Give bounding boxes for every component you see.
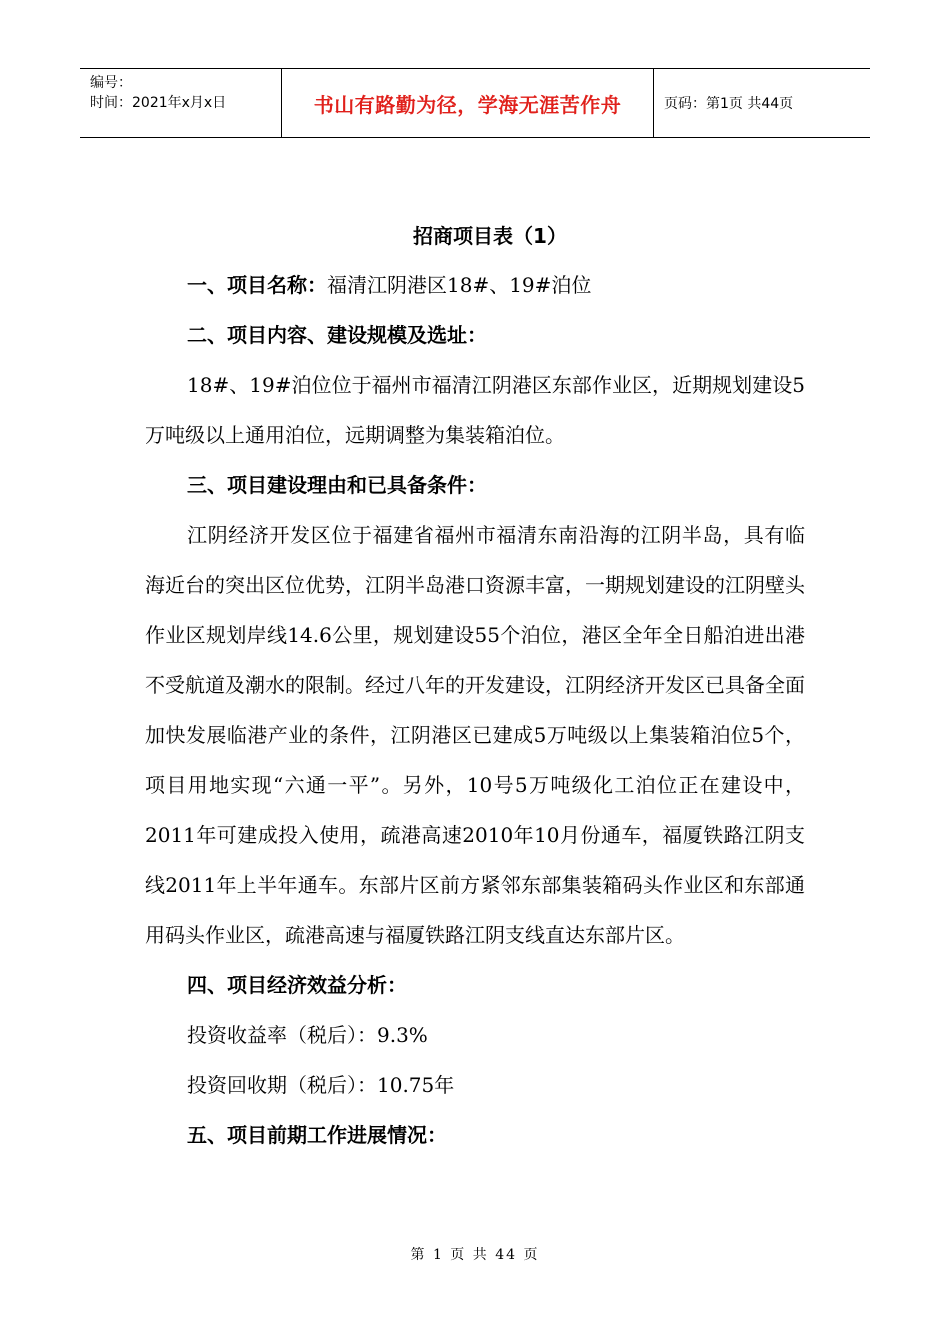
date-label: 时间：2021年x月x日 xyxy=(90,95,227,111)
number-label: 编号： xyxy=(90,75,132,91)
header-page-info xyxy=(654,69,870,137)
section-1-heading: 一、项目名称： xyxy=(187,273,327,297)
section-2-body: 18#、19#泊位位于福州市福清江阴港区东部作业区，近期规划建设5万吨级以上通用泊位，远期调整为集装箱泊位。 xyxy=(145,373,805,447)
section-3-heading: 三、项目建设理由和已具备条件： xyxy=(187,473,487,497)
section-2-heading: 二、项目内容、建设规模及选址： xyxy=(187,323,487,347)
roi-value: 投资收益率（税后）：9.3% xyxy=(187,1023,428,1047)
project-name: 福清江阴港区18#、19#泊位 xyxy=(327,273,592,297)
section-1 xyxy=(145,260,805,310)
page-info: 页码：第1页 共44页 xyxy=(664,96,794,112)
section-3-body: 江阴经济开发区位于福建省福州市福清东南沿海的江阴半岛，具有临海近台的突出区位优势，江阴半岛港口资源丰富，一期规划建设的江阴壁头作业区规划岸线14.6公里，规划建设55个泊位，港区全年全日船泊进出港不受航道及潮水的限制。经过八年的开发建设，江阴经济开发区已具备全面加快发展临港产业的条件，江阴港区已建成5万吨级以上集装箱泊位5个，项目用地实现“六通一平”。另外，10号5万吨级化工泊位正在建设中， 2011年可建成投入使用，疏港高速2010年10月份通车，福厦铁路江阴支线2011年上半年通车。东部片区前方紧邻东部集装箱码头作业区和东部通用码头作业区，疏港高速与福厦铁路江阴支线直达东部片区。 xyxy=(145,523,805,947)
motto: 书山有路勤为径，学海无涯苦作舟 xyxy=(313,92,622,117)
header-motto-cell xyxy=(282,69,654,137)
page-footer: 第 1 页 共 44 页 xyxy=(410,1247,540,1263)
document-title: 招商项目表（1） xyxy=(413,224,567,248)
document-body xyxy=(145,212,805,1160)
section-5-heading: 五、项目前期工作进展情况： xyxy=(187,1123,447,1147)
page-header xyxy=(80,68,870,138)
section-4-heading: 四、项目经济效益分析： xyxy=(187,973,407,997)
payback-value: 投资回收期（税后）：10.75年 xyxy=(187,1073,455,1097)
header-meta xyxy=(80,69,282,137)
